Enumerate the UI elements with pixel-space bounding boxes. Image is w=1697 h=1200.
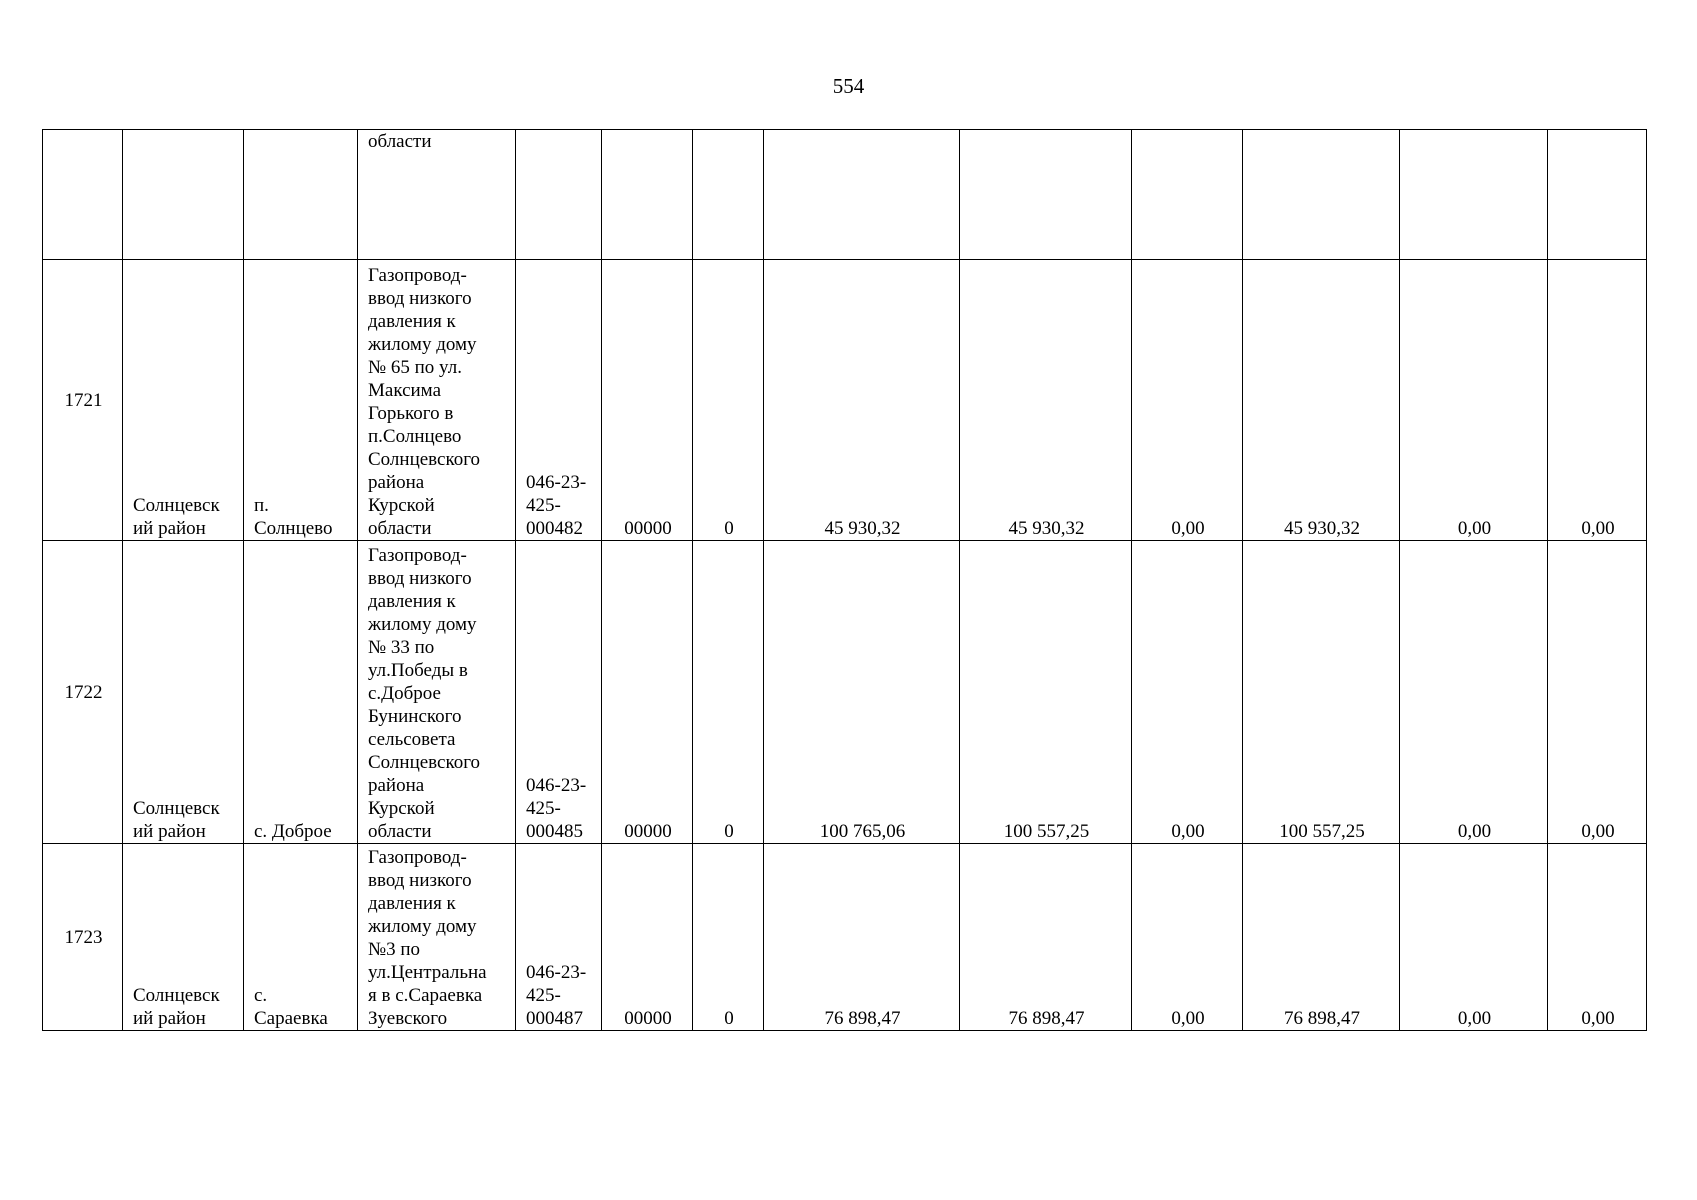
cell-description: Газопровод- ввод низкого давления к жилому дому № 65 по ул. Максима Горького в п.Солнцево Солнцевского района Курской области xyxy=(358,260,516,541)
cell-code: 00000 xyxy=(602,541,693,844)
cell-value-4 xyxy=(1243,130,1400,260)
table-row-continuation xyxy=(43,130,1647,260)
cell-locality: с. Доброе xyxy=(244,541,358,844)
cell-value-2: 100 557,25 xyxy=(960,541,1132,844)
cell-cadastral: 046-23- 425- 000487 xyxy=(516,844,602,1031)
cell-value-3: 0,00 xyxy=(1132,844,1243,1031)
cell-value-1: 100 765,06 xyxy=(764,541,960,844)
cell-value-5 xyxy=(1400,130,1548,260)
cell-number: 1722 xyxy=(43,541,123,844)
cell-number: 1721 xyxy=(43,260,123,541)
cell-value-1: 76 898,47 xyxy=(764,844,960,1031)
cell-value-3: 0,00 xyxy=(1132,260,1243,541)
cell-zero xyxy=(693,130,764,260)
cell-cadastral: 046-23- 425- 000485 xyxy=(516,541,602,844)
cell-district xyxy=(123,130,244,260)
cell-locality: с. Сараевка xyxy=(244,844,358,1031)
cell-code: 00000 xyxy=(602,260,693,541)
cell-code: 00000 xyxy=(602,844,693,1031)
cell-zero: 0 xyxy=(693,541,764,844)
cell-zero: 0 xyxy=(693,844,764,1031)
cell-value-5: 0,00 xyxy=(1400,844,1548,1031)
page-number: 554 xyxy=(832,74,865,98)
cell-cadastral xyxy=(516,130,602,260)
registry-table xyxy=(42,129,1647,1031)
cell-description: Газопровод- ввод низкого давления к жилому дому №3 по ул.Центральна я в с.Сараевка Зуевского xyxy=(358,844,516,1031)
cell-value-2: 76 898,47 xyxy=(960,844,1132,1031)
cell-description: Газопровод- ввод низкого давления к жилому дому № 33 по ул.Победы в с.Доброе Бунинского сельсовета Солнцевского района Курской области xyxy=(358,541,516,844)
cell-value-3 xyxy=(1132,130,1243,260)
cell-value-1 xyxy=(764,130,960,260)
table-row xyxy=(43,541,1647,844)
cell-cadastral: 046-23- 425- 000482 xyxy=(516,260,602,541)
table-row xyxy=(43,844,1647,1031)
cell-locality xyxy=(244,130,358,260)
cell-code xyxy=(602,130,693,260)
cell-value-3: 0,00 xyxy=(1132,541,1243,844)
cell-district: Солнцевск ий район xyxy=(123,541,244,844)
cell-value-2: 45 930,32 xyxy=(960,260,1132,541)
cell-value-5: 0,00 xyxy=(1400,541,1548,844)
cell-description: области xyxy=(358,130,516,260)
cell-value-6: 0,00 xyxy=(1548,844,1647,1031)
cell-number xyxy=(43,130,123,260)
cell-value-2 xyxy=(960,130,1132,260)
cell-zero: 0 xyxy=(693,260,764,541)
cell-value-4: 45 930,32 xyxy=(1243,260,1400,541)
cell-number: 1723 xyxy=(43,844,123,1031)
cell-value-4: 76 898,47 xyxy=(1243,844,1400,1031)
cell-district: Солнцевск ий район xyxy=(123,844,244,1031)
cell-value-6: 0,00 xyxy=(1548,260,1647,541)
cell-district: Солнцевск ий район xyxy=(123,260,244,541)
cell-value-6 xyxy=(1548,130,1647,260)
cell-value-5: 0,00 xyxy=(1400,260,1548,541)
table-row xyxy=(43,260,1647,541)
cell-value-4: 100 557,25 xyxy=(1243,541,1400,844)
cell-value-6: 0,00 xyxy=(1548,541,1647,844)
cell-locality: п. Солнцево xyxy=(244,260,358,541)
cell-value-1: 45 930,32 xyxy=(764,260,960,541)
